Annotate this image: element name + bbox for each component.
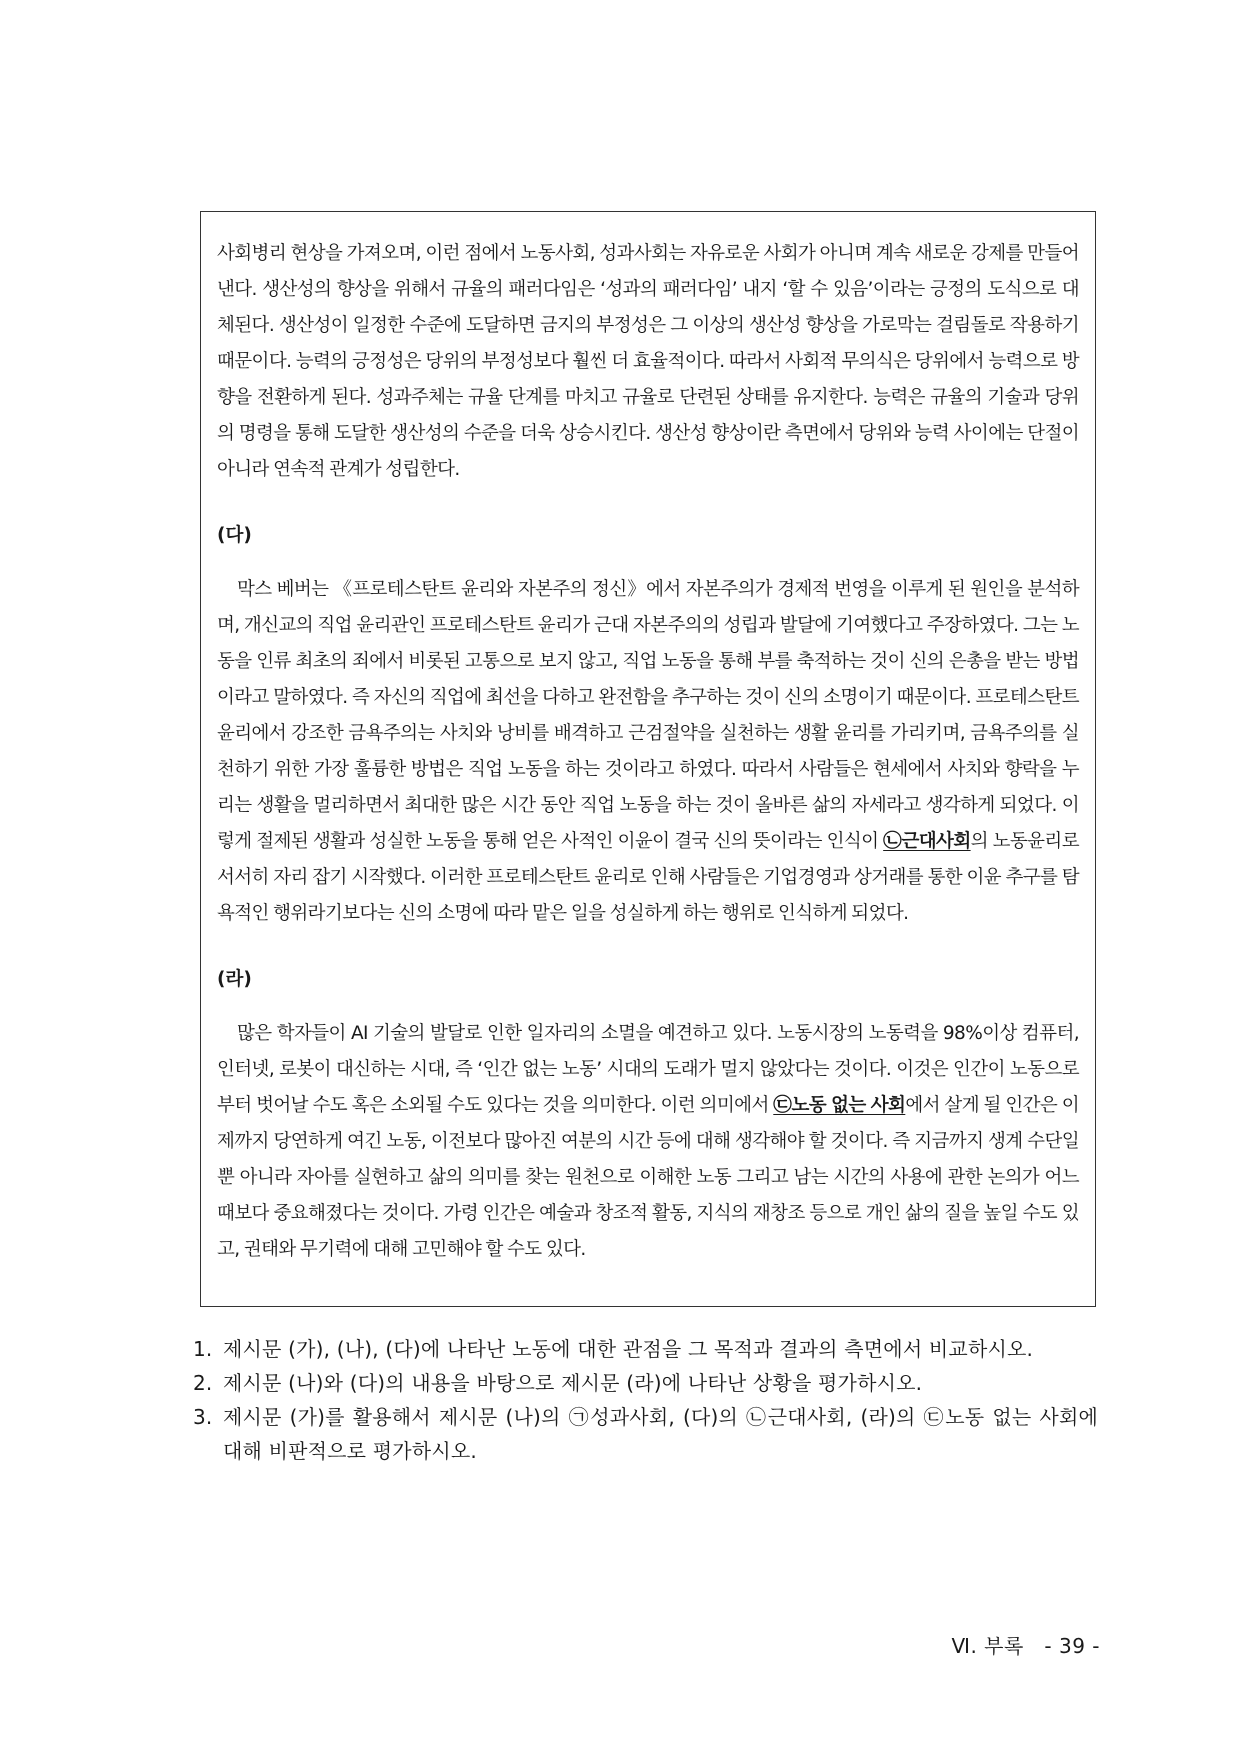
passage-paragraph-ra	[217, 1016, 1079, 1268]
question-item	[193, 1400, 1098, 1468]
marked-term-laborless-society: ㉢노동 없는 사회	[773, 1095, 906, 1116]
passage-paragraph-na-continued: 사회병리 현상을 가져오며, 이런 점에서 노동사회, 성과사회는 자유로운 사회가 아니며 계속 새로운 강제를 만들어낸다. 생산성의 향상을 위해서 규율의 패러다임은 ‘성과의 패러다임’ 내지 ‘할 수 있음’이라는 긍정의 도식으로 대체된다. 생산성이 일정한 수준에 도달하면 금지의 부정성은 그 이상의 생산성 향상을 가로막는 걸림돌로 작용하기 때문이다. 능력의 긍정성은 당위의 부정성보다 훨씬 더 효율적이다. 따라서 사회적 무의식은 당위에서 능력으로 방향을 전환하게 된다. 성과주체는 규율 단계를 마치고 규율로 단련된 상태를 유지한다. 능력은 규율의 기술과 당위의 명령을 통해 도달한 생산성의 수준을 더욱 상승시킨다. 생산성 향상이란 측면에서 당위와 능력 사이에는 단절이 아니라 연속적 관계가 성립한다.	[217, 243, 1079, 480]
ra-text-2: 에서 살게 될 인간은 이제까지 당연하게 여긴 노동, 이전보다 많아진 여분의 시간 등에 대해 생각해야 할 것이다. 즉 지금까지 생계 수단일 뿐 아니라 자아를 실현하고 삶의 의미를 찾는 원천으로 이해한 노동 그리고 남는 시간의 사용에 관한 논의가 어느 때보다 중요해졌다는 것이다. 가령 인간은 예술과 창조적 활동, 지식의 재창조 등으로 개인 삶의 질을 높일 수도 있고, 권태와 무기력에 대해 고민해야 할 수도 있다.	[217, 1095, 1079, 1260]
da-text-1: 막스 베버는 《프로테스탄트 윤리와 자본주의 정신》에서 자본주의가 경제적 번영을 이루게 된 원인을 분석하며, 개신교의 직업 윤리관인 프로테스탄트 윤리가 근대 자본주의의 성립과 발달에 기여했다고 주장하였다. 그는 노동을 인류 최초의 죄에서 비롯된 고통으로 보지 않고, 직업 노동을 통해 부를 축적하는 것이 신의 은총을 받는 방법이라고 말하였다. 즉 자신의 직업에 최선을 다하고 완전함을 추구하는 것이 신의 소명이기 때문이다. 프로테스탄트 윤리에서 강조한 금욕주의는 사치와 낭비를 배격하고 근검절약을 실천하는 생활 윤리를 가리키며, 금욕주의를 실천하기 위한 가장 훌륭한 방법은 직업 노동을 하는 것이라고 하였다. 따라서 사람들은 현세에서 사치와 향락을 누리는 생활을 멀리하면서 최대한 많은 시간 동안 직업 노동을 하는 것이 올바른 삶의 자세라고 생각하게 되었다. 이렇게 절제된 생활과 성실한 노동을 통해 얻은 사적인 이윤이 결국 신의 뜻이라는 인식이	[217, 579, 1079, 852]
question-number: 1.	[193, 1337, 213, 1361]
question-number: 2.	[193, 1371, 213, 1395]
ra-text-1: 많은 학자들이 AI 기술의 발달로 인한 일자리의 소멸을 예견하고 있다. 노동시장의 노동력을 98%이상 컴퓨터, 인터넷, 로봇이 대신하는 시대, 즉 ‘인간 없는 노동’ 시대의 도래가 멀지 않았다는 것이다. 이것은 인간이 노동으로부터 벗어날 수도 혹은 소외될 수도 있다는 것을 의미한다. 이런 의미에서	[217, 1023, 1079, 1116]
footer-section: Ⅵ. 부록	[951, 1634, 1024, 1658]
section-label-da: (다)	[217, 525, 252, 546]
question-text: 제시문 (가)를 활용해서 제시문 (나)의 ㉠성과사회, (다)의 ㉡근대사회, (라)의 ㉢노동 없는 사회에 대해 비판적으로 평가하시오.	[223, 1405, 1098, 1463]
passage-box	[200, 211, 1096, 1307]
marked-term-modern-society: ㉡근대사회	[883, 831, 971, 852]
question-number: 3.	[193, 1405, 213, 1429]
question-text: 제시문 (나)와 (다)의 내용을 바탕으로 제시문 (라)에 나타난 상황을 평가하시오.	[223, 1371, 923, 1395]
page-number: - 39 -	[1044, 1634, 1100, 1658]
question-list	[193, 1332, 1098, 1468]
question-text: 제시문 (가), (나), (다)에 나타난 노동에 대한 관점을 그 목적과 결과의 측면에서 비교하시오.	[223, 1337, 1034, 1361]
passage-paragraph-da	[217, 572, 1079, 932]
question-item	[193, 1366, 1098, 1400]
da-text-2: 의 노동윤리로 서서히 자리 잡기 시작했다. 이러한 프로테스탄트 윤리로 인해 사람들은 기업경영과 상거래를 통한 이윤 추구를 탐욕적인 행위라기보다는 신의 소명에 따라 맡은 일을 성실하게 하는 행위로 인식하게 되었다.	[217, 831, 1079, 924]
page-footer	[952, 1630, 1101, 1659]
section-label-ra: (라)	[217, 969, 252, 990]
question-item	[193, 1332, 1098, 1366]
